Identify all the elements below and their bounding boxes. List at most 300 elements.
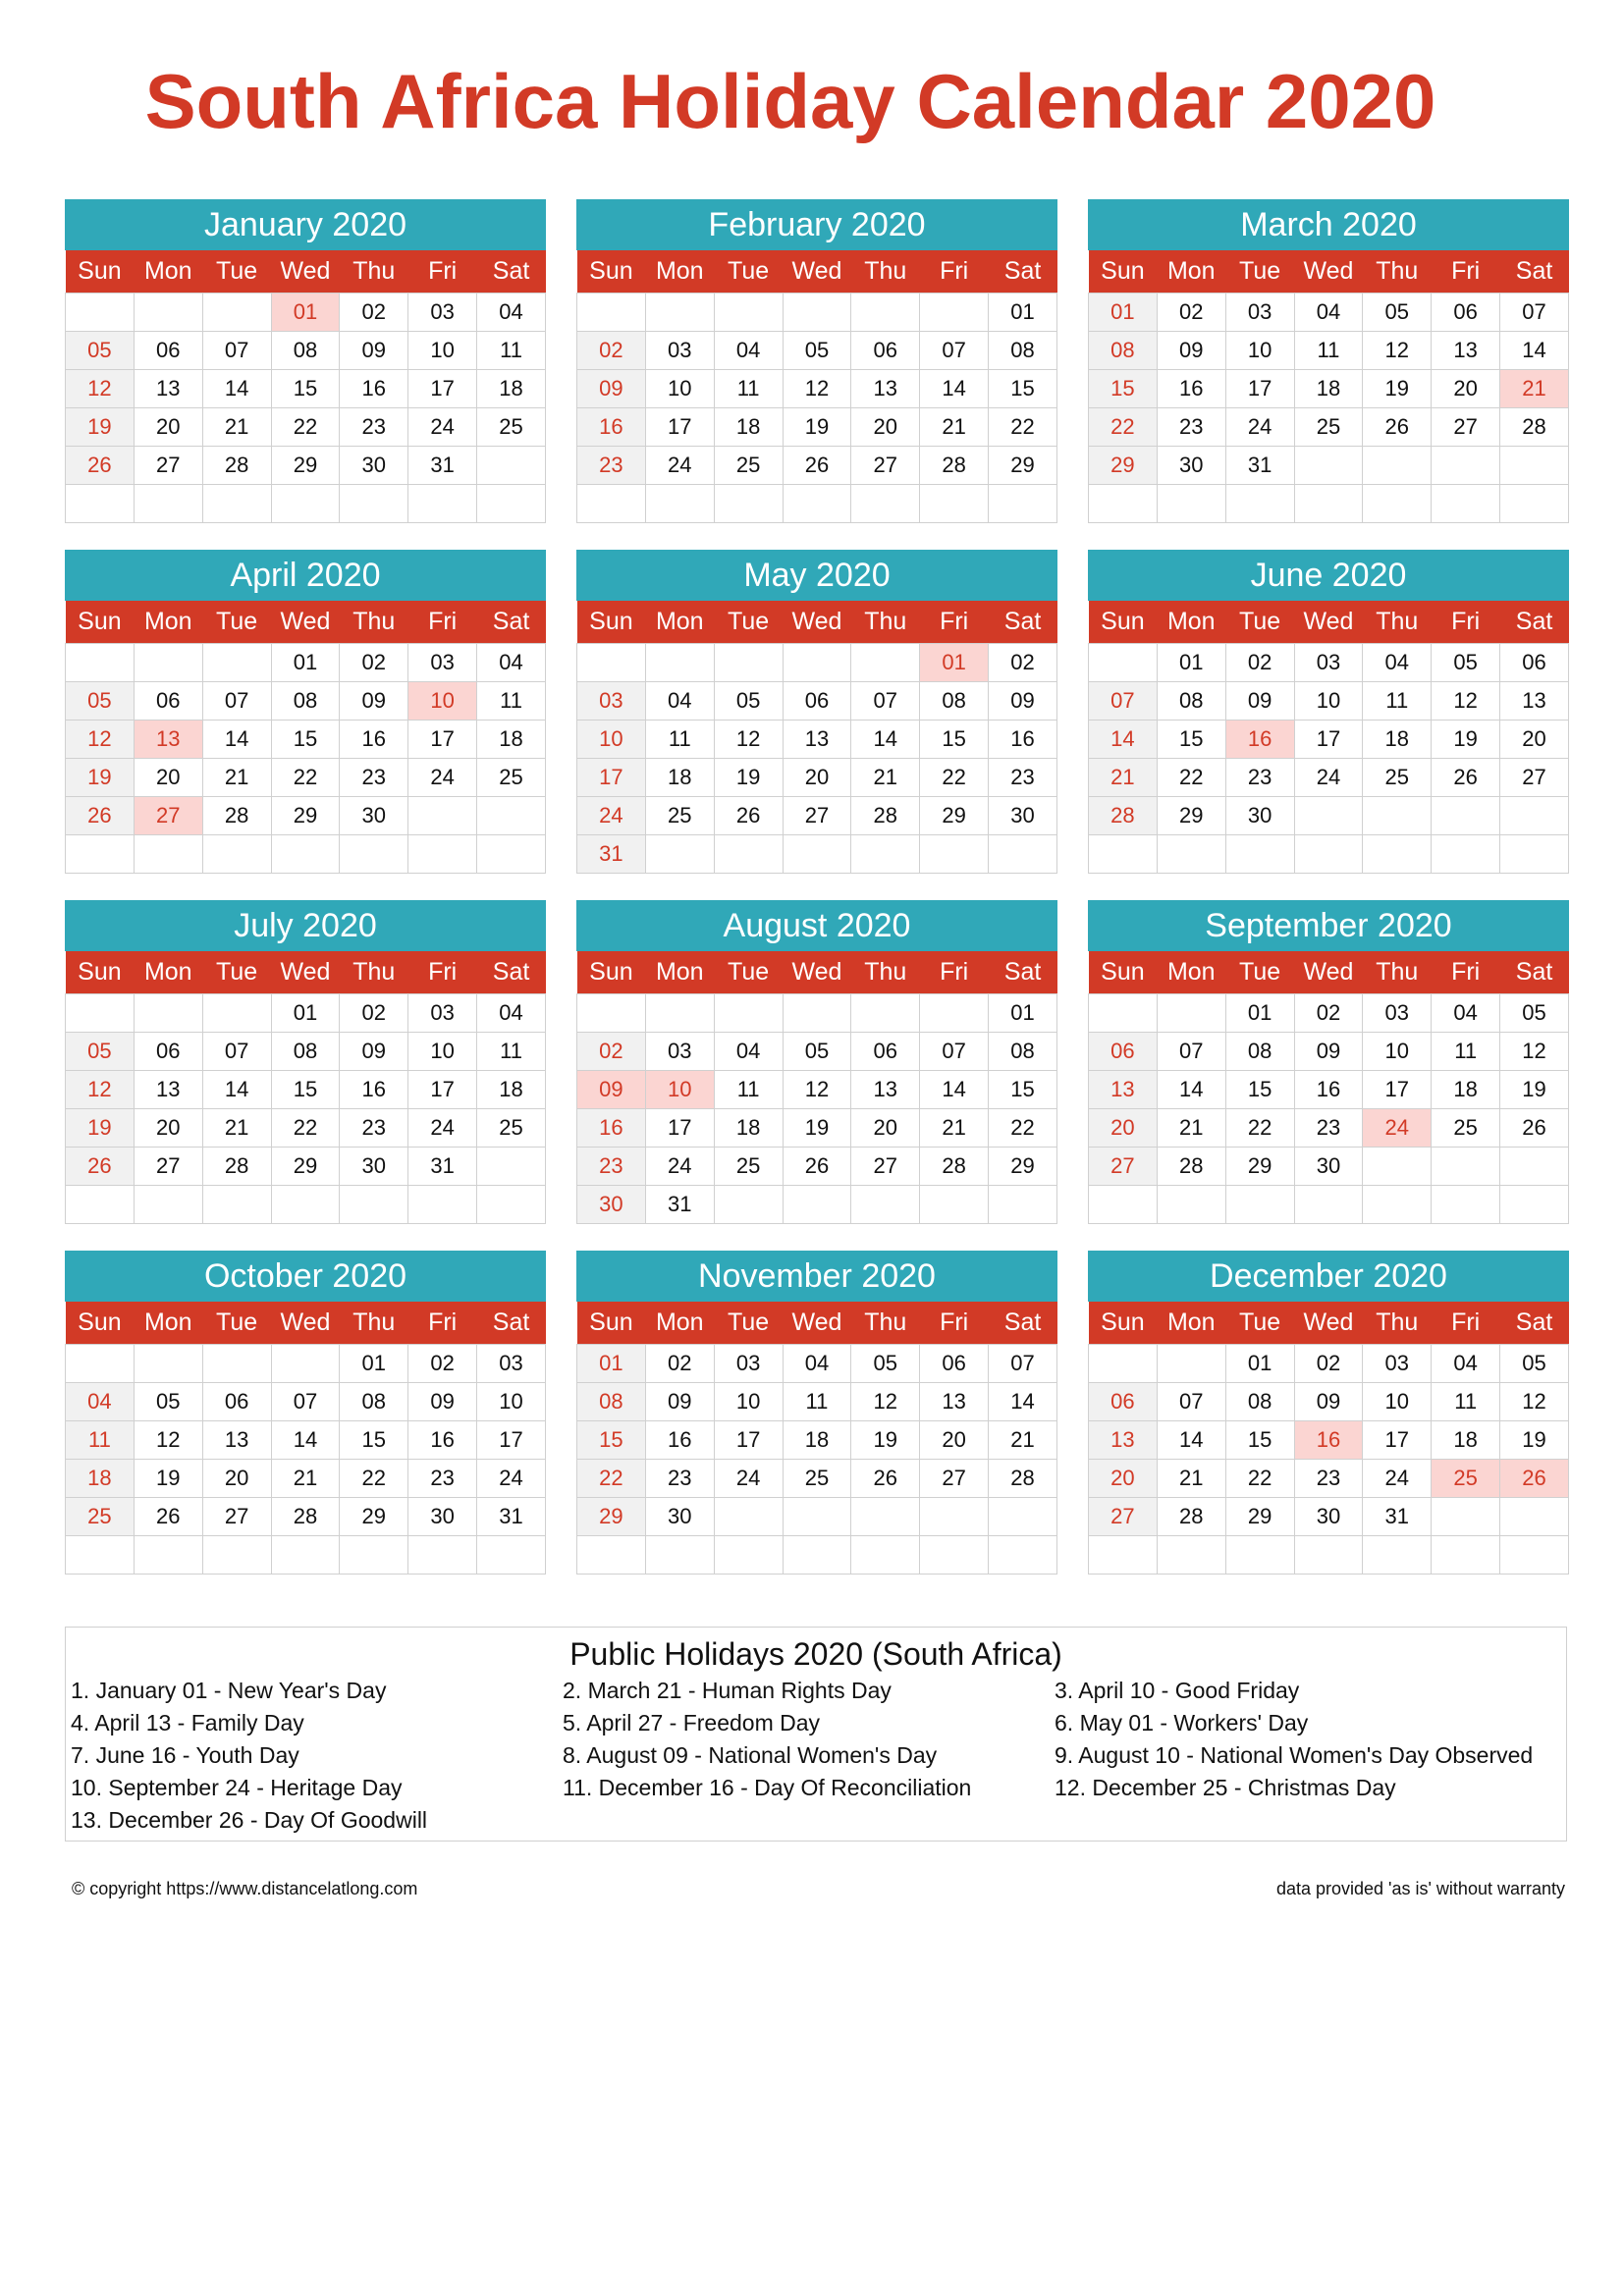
day-cell: 01 [920,644,989,682]
empty-cell [783,294,851,332]
month-calendar [576,900,1057,1224]
empty-cell [1500,835,1569,874]
empty-cell [1225,1186,1294,1224]
day-cell: 01 [340,1345,408,1383]
empty-cell [1294,1536,1363,1575]
weekday-header: Mon [1157,951,1225,994]
day-cell: 02 [989,644,1057,682]
day-cell: 11 [477,1033,546,1071]
day-cell: 23 [1294,1109,1363,1148]
day-cell: 08 [1157,682,1225,721]
day-cell: 30 [340,797,408,835]
empty-cell [1157,485,1225,523]
day-cell: 06 [1089,1033,1158,1071]
empty-cell [783,1186,851,1224]
day-cell: 24 [1363,1460,1432,1498]
weekday-header: Sat [989,250,1057,294]
day-cell: 12 [1432,682,1500,721]
day-cell: 25 [66,1498,135,1536]
day-cell: 02 [340,994,408,1033]
empty-cell [920,294,989,332]
month-calendar [65,550,546,874]
day-cell: 02 [1294,1345,1363,1383]
day-cell: 11 [714,1071,783,1109]
day-cell: 18 [783,1421,851,1460]
day-cell: 24 [645,447,714,485]
day-cell: 26 [1500,1109,1569,1148]
day-cell: 16 [1225,721,1294,759]
day-cell: 09 [408,1383,477,1421]
day-cell: 30 [1225,797,1294,835]
weekday-header: Mon [134,951,202,994]
empty-cell [271,1345,340,1383]
day-cell: 09 [577,1071,646,1109]
empty-cell [1500,1536,1569,1575]
weekday-header: Fri [1432,601,1500,644]
day-cell: 13 [1432,332,1500,370]
day-cell: 04 [1432,994,1500,1033]
day-cell: 07 [271,1383,340,1421]
day-cell: 19 [1500,1071,1569,1109]
day-cell: 13 [1500,682,1569,721]
day-cell: 08 [1225,1033,1294,1071]
weekday-header: Tue [714,1302,783,1345]
weekday-header: Thu [851,1302,920,1345]
month-title: April 2020 [65,550,546,601]
holiday-item: 11. December 16 - Day Of Reconciliation [563,1775,972,1800]
day-cell: 27 [202,1498,271,1536]
empty-cell [1432,797,1500,835]
empty-cell [783,994,851,1033]
day-cell: 22 [271,759,340,797]
empty-cell [134,294,202,332]
weekday-header: Fri [920,951,989,994]
empty-cell [989,1536,1057,1575]
day-cell: 09 [340,332,408,370]
day-cell: 07 [920,1033,989,1071]
day-cell: 01 [577,1345,646,1383]
day-cell: 11 [477,332,546,370]
day-cell: 05 [134,1383,202,1421]
day-cell: 22 [1157,759,1225,797]
day-cell: 20 [134,408,202,447]
day-cell: 21 [1157,1109,1225,1148]
day-cell: 19 [66,1109,135,1148]
day-cell: 20 [1500,721,1569,759]
holiday-item: 12. December 25 - Christmas Day [1055,1775,1396,1800]
day-cell: 10 [408,1033,477,1071]
weekday-header: Tue [202,1302,271,1345]
empty-cell [134,835,202,874]
day-cell: 04 [645,682,714,721]
day-cell: 05 [714,682,783,721]
day-cell: 08 [989,1033,1057,1071]
empty-cell [202,1186,271,1224]
day-cell: 17 [577,759,646,797]
day-cell: 17 [408,370,477,408]
day-cell: 06 [202,1383,271,1421]
empty-cell [66,1186,135,1224]
empty-cell [783,1498,851,1536]
day-cell: 05 [851,1345,920,1383]
month-title: March 2020 [1088,199,1569,250]
day-cell: 16 [577,1109,646,1148]
month-calendar [1088,199,1569,523]
day-cell: 02 [577,1033,646,1071]
empty-cell [1089,644,1158,682]
empty-cell [851,1536,920,1575]
day-cell: 21 [920,1109,989,1148]
weekday-header: Tue [714,601,783,644]
day-cell: 23 [577,447,646,485]
day-cell: 15 [989,1071,1057,1109]
day-cell: 28 [989,1460,1057,1498]
day-cell: 24 [1294,759,1363,797]
day-cell: 17 [645,1109,714,1148]
day-cell: 18 [477,370,546,408]
empty-cell [66,835,135,874]
day-cell: 23 [645,1460,714,1498]
empty-cell [1294,447,1363,485]
empty-cell [202,835,271,874]
day-cell: 27 [1500,759,1569,797]
day-cell: 04 [714,1033,783,1071]
empty-cell [577,994,646,1033]
day-cell: 12 [66,721,135,759]
day-cell: 20 [1432,370,1500,408]
month-title: August 2020 [576,900,1057,951]
day-cell: 27 [1089,1498,1158,1536]
day-cell: 10 [408,332,477,370]
empty-cell [851,994,920,1033]
day-cell: 01 [271,294,340,332]
day-cell: 28 [271,1498,340,1536]
day-cell: 30 [340,1148,408,1186]
weekday-header: Fri [408,250,477,294]
empty-cell [1500,1186,1569,1224]
day-cell: 05 [783,1033,851,1071]
month-calendar [65,1251,546,1575]
empty-cell [577,485,646,523]
day-cell: 17 [1363,1421,1432,1460]
day-cell: 26 [1500,1460,1569,1498]
day-cell: 23 [989,759,1057,797]
day-cell: 17 [1294,721,1363,759]
day-cell: 03 [408,644,477,682]
day-cell: 21 [1500,370,1569,408]
day-cell: 14 [851,721,920,759]
empty-cell [645,835,714,874]
empty-cell [989,835,1057,874]
empty-cell [271,835,340,874]
day-cell: 04 [1294,294,1363,332]
day-cell: 21 [920,408,989,447]
empty-cell [1432,1148,1500,1186]
empty-cell [1157,1536,1225,1575]
weekday-header: Wed [783,951,851,994]
day-cell: 12 [1500,1033,1569,1071]
weekday-header: Sat [477,1302,546,1345]
empty-cell [1294,485,1363,523]
day-cell: 16 [340,370,408,408]
month-calendar [65,900,546,1224]
empty-cell [1432,447,1500,485]
weekday-header: Tue [1225,951,1294,994]
day-cell: 04 [714,332,783,370]
weekday-header: Fri [408,1302,477,1345]
day-cell: 01 [1089,294,1158,332]
day-cell: 19 [66,408,135,447]
day-cell: 24 [408,759,477,797]
weekday-header: Sat [989,601,1057,644]
public-holidays-panel [65,1627,1567,1842]
empty-cell [714,1498,783,1536]
day-cell: 26 [714,797,783,835]
day-cell: 07 [202,1033,271,1071]
weekday-header: Sun [66,1302,135,1345]
day-cell: 22 [271,408,340,447]
day-cell: 18 [1363,721,1432,759]
day-cell: 30 [408,1498,477,1536]
day-cell: 28 [920,447,989,485]
day-cell: 25 [714,447,783,485]
day-cell: 04 [477,294,546,332]
day-cell: 11 [66,1421,135,1460]
day-cell: 17 [1363,1071,1432,1109]
empty-cell [271,1536,340,1575]
empty-cell [202,994,271,1033]
month-calendar [65,199,546,523]
empty-cell [577,1536,646,1575]
day-cell: 02 [340,644,408,682]
day-cell: 06 [851,332,920,370]
day-cell: 08 [920,682,989,721]
empty-cell [714,294,783,332]
holiday-item: 13. December 26 - Day Of Goodwill [71,1807,428,1833]
day-cell: 19 [783,408,851,447]
day-cell: 03 [408,294,477,332]
day-cell: 12 [783,1071,851,1109]
day-cell: 11 [783,1383,851,1421]
empty-cell [408,1536,477,1575]
empty-cell [408,797,477,835]
day-cell: 16 [645,1421,714,1460]
day-cell: 22 [1225,1460,1294,1498]
day-cell: 13 [851,1071,920,1109]
day-cell: 15 [271,1071,340,1109]
empty-cell [134,1186,202,1224]
day-cell: 19 [1363,370,1432,408]
day-cell: 20 [1089,1460,1158,1498]
day-cell: 16 [1294,1421,1363,1460]
empty-cell [989,1186,1057,1224]
month-calendar [576,550,1057,874]
weekday-header: Sun [1089,951,1158,994]
weekday-header: Tue [1225,601,1294,644]
empty-cell [1432,1498,1500,1536]
empty-cell [202,1345,271,1383]
day-cell: 25 [783,1460,851,1498]
weekday-header: Thu [1363,1302,1432,1345]
day-cell: 06 [1432,294,1500,332]
holiday-item: 4. April 13 - Family Day [71,1710,304,1735]
weekday-header: Tue [202,601,271,644]
empty-cell [134,1536,202,1575]
holiday-item: 3. April 10 - Good Friday [1055,1678,1300,1703]
day-cell: 20 [202,1460,271,1498]
empty-cell [783,644,851,682]
day-cell: 17 [1225,370,1294,408]
empty-cell [1089,835,1158,874]
empty-cell [1500,797,1569,835]
day-cell: 05 [1363,294,1432,332]
day-cell: 20 [851,1109,920,1148]
day-cell: 20 [920,1421,989,1460]
day-cell: 23 [340,408,408,447]
day-cell: 11 [1432,1033,1500,1071]
day-cell: 29 [1225,1148,1294,1186]
weekday-header: Thu [851,250,920,294]
day-cell: 28 [1500,408,1569,447]
weekday-header: Fri [1432,1302,1500,1345]
empty-cell [271,1186,340,1224]
weekday-header: Thu [851,951,920,994]
day-cell: 23 [340,1109,408,1148]
day-cell: 07 [1500,294,1569,332]
day-cell: 08 [577,1383,646,1421]
empty-cell [783,1536,851,1575]
day-cell: 07 [202,332,271,370]
month-calendar [576,1251,1057,1575]
empty-cell [1363,1536,1432,1575]
day-cell: 29 [577,1498,646,1536]
weekday-header: Tue [202,250,271,294]
day-cell: 06 [1500,644,1569,682]
day-cell: 24 [577,797,646,835]
empty-cell [1432,485,1500,523]
weekday-header: Sun [577,601,646,644]
empty-cell [645,1536,714,1575]
day-cell: 25 [1294,408,1363,447]
day-cell: 13 [783,721,851,759]
month-calendar [1088,900,1569,1224]
day-cell: 14 [989,1383,1057,1421]
day-cell: 08 [989,332,1057,370]
day-cell: 07 [202,682,271,721]
empty-cell [577,644,646,682]
weekday-header: Sun [66,601,135,644]
day-cell: 20 [851,408,920,447]
weekday-header: Sat [989,1302,1057,1345]
day-cell: 18 [714,1109,783,1148]
empty-cell [783,485,851,523]
weekday-header: Thu [340,951,408,994]
day-cell: 28 [1157,1498,1225,1536]
empty-cell [1432,1536,1500,1575]
day-cell: 14 [1157,1071,1225,1109]
day-cell: 20 [1089,1109,1158,1148]
weekday-header: Mon [134,1302,202,1345]
day-cell: 16 [577,408,646,447]
day-cell: 29 [271,797,340,835]
weekday-header: Sat [1500,601,1569,644]
empty-cell [1225,1536,1294,1575]
day-cell: 16 [340,1071,408,1109]
day-cell: 10 [1225,332,1294,370]
day-cell: 15 [271,370,340,408]
day-cell: 01 [271,644,340,682]
empty-cell [1089,1536,1158,1575]
weekday-header: Mon [645,250,714,294]
holiday-item: 10. September 24 - Heritage Day [71,1775,403,1800]
day-cell: 29 [989,1148,1057,1186]
day-cell: 09 [1294,1383,1363,1421]
holiday-item: 9. August 10 - National Women's Day Observed [1055,1742,1534,1768]
day-cell: 29 [1157,797,1225,835]
weekday-header: Tue [1225,1302,1294,1345]
day-cell: 24 [408,1109,477,1148]
weekday-header: Sat [1500,951,1569,994]
day-cell: 22 [920,759,989,797]
day-cell: 11 [1294,332,1363,370]
day-cell: 26 [1432,759,1500,797]
day-cell: 31 [408,447,477,485]
empty-cell [1432,835,1500,874]
weekday-header: Tue [1225,250,1294,294]
day-cell: 28 [1157,1148,1225,1186]
day-cell: 18 [477,1071,546,1109]
day-cell: 08 [1225,1383,1294,1421]
empty-cell [1157,1345,1225,1383]
day-cell: 10 [1294,682,1363,721]
empty-cell [1157,1186,1225,1224]
day-cell: 24 [1363,1109,1432,1148]
empty-cell [202,485,271,523]
day-cell: 19 [134,1460,202,1498]
day-cell: 14 [1157,1421,1225,1460]
weekday-header: Wed [1294,1302,1363,1345]
day-cell: 16 [1157,370,1225,408]
day-cell: 15 [340,1421,408,1460]
day-cell: 01 [1225,994,1294,1033]
empty-cell [1157,994,1225,1033]
day-cell: 08 [340,1383,408,1421]
empty-cell [66,1536,135,1575]
weekday-header: Sat [477,601,546,644]
weekday-header: Wed [271,951,340,994]
day-cell: 10 [645,370,714,408]
month-calendar [1088,550,1569,874]
day-cell: 07 [851,682,920,721]
day-cell: 11 [477,682,546,721]
day-cell: 13 [920,1383,989,1421]
weekday-header: Sun [577,1302,646,1345]
weekday-header: Wed [783,1302,851,1345]
empty-cell [1363,1186,1432,1224]
day-cell: 03 [1294,644,1363,682]
empty-cell [1363,797,1432,835]
day-cell: 26 [851,1460,920,1498]
day-cell: 17 [714,1421,783,1460]
day-cell: 05 [66,682,135,721]
holiday-item: 2. March 21 - Human Rights Day [563,1678,892,1703]
day-cell: 21 [1089,759,1158,797]
day-cell: 10 [645,1071,714,1109]
day-cell: 28 [1089,797,1158,835]
day-cell: 27 [920,1460,989,1498]
empty-cell [714,835,783,874]
day-cell: 19 [851,1421,920,1460]
